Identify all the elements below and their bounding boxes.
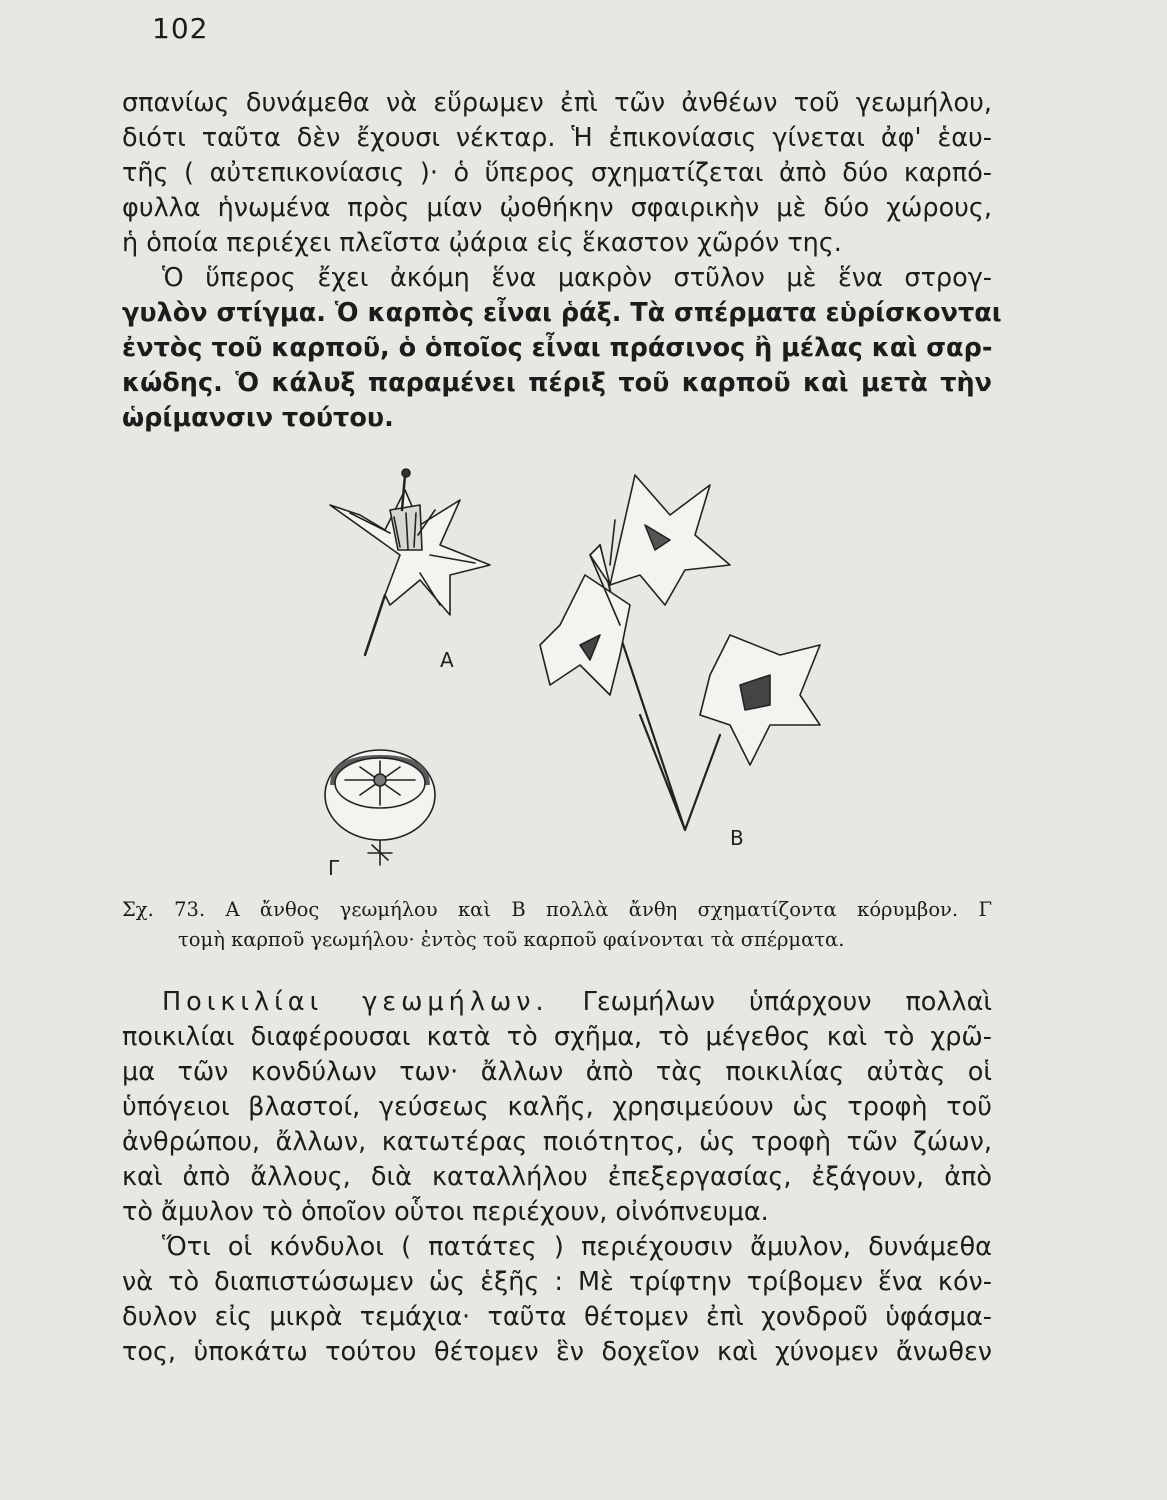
text-line: τος, ὑποκάτω τούτου θέτομεν ἓν δοχεῖον καὶ χύνομεν ἄνωθεν	[122, 1337, 992, 1367]
label-g: Γ	[328, 856, 340, 880]
flower-a-drawing	[330, 469, 490, 655]
text-line: κώδης. Ὁ κάλυξ παραμένει πέριξ τοῦ καρποῦ καὶ μετὰ τὴν	[122, 368, 992, 398]
text-line: ποικιλίαι διαφέρουσαι κατὰ τὸ σχῆμα, τὸ μέγεθος καὶ τὸ χρῶ-	[122, 1022, 992, 1052]
figure-caption	[122, 895, 992, 955]
text-line: Ὁ ὕπερος ἔχει ἀκόμη ἕνα μακρὸν στῦλον μὲ ἕνα στρογ-	[162, 263, 992, 293]
potato-flower-illustration	[290, 455, 850, 895]
text-line: σπανίως δυνάμεθα νὰ εὕρωμεν ἐπὶ τῶν ἀνθέων τοῦ γεωμήλου,	[122, 88, 992, 118]
text-line: γυλὸν στίγμα. Ὁ καρπὸς εἶναι ῥάξ. Τὰ σπέρματα εὑρίσκονται	[122, 298, 1002, 328]
text-line: τῆς ( αὐτεπικονίασις )· ὁ ὕπερος σχηματίζεται ἀπὸ δύο καρπό-	[122, 158, 992, 188]
intro-paragraph	[122, 86, 1002, 436]
text-line: διότι ταῦτα δὲν ἔχουσι νέκταρ. Ἡ ἐπικονίασις γίνεται ἀφ' ἑαυ-	[122, 123, 992, 153]
fruit-section-drawing	[325, 750, 435, 865]
text-line: μα τῶν κονδύλων των· ἄλλων ἀπὸ τὰς ποικιλίας αὐτὰς οἱ	[122, 1057, 992, 1087]
text-line: Ὅτι οἱ κόνδυλοι ( πατάτες ) περιέχουσιν ἄμυλον, δυνάμεθα	[162, 1232, 992, 1262]
text-line: ἀνθρώπου, ἄλλων, κατωτέρας ποιότητος, ὡς τροφὴ τῶν ζώων,	[122, 1127, 992, 1157]
text-line: ὑπόγειοι βλαστοί, γεύσεως καλῆς, χρησιμεύουν ὡς τροφὴ τοῦ	[122, 1092, 992, 1122]
text-line: φυλλα ἡνωμένα πρὸς μίαν ᾠοθήκην σφαιρικὴν μὲ δύο χώρους,	[122, 193, 992, 223]
text-line: ἡ ὁποία περιέχει πλεῖστα ᾠάρια εἰς ἕκαστον χῶρόν της.	[122, 228, 842, 258]
text-line	[122, 985, 992, 1020]
caption-line: τομὴ καρποῦ γεωμήλου· ἐντὸς τοῦ καρποῦ φαίνονται τὰ σπέρματα.	[178, 928, 845, 951]
caption-line: Σχ. 73. Α ἄνθος γεωμήλου καὶ Β πολλὰ ἄνθη σχηματίζοντα κόρυμβον. Γ	[122, 898, 992, 921]
text-line: ὡρίμανσιν τούτου.	[122, 403, 394, 433]
text-line: καὶ ἀπὸ ἄλλους, διὰ καταλλήλου ἐπεξεργασίας, ἐξάγουν, ἀπὸ	[122, 1162, 992, 1192]
varieties-paragraph	[122, 985, 992, 1370]
label-b: Β	[730, 826, 744, 850]
text-line: τὸ ἄμυλον τὸ ὁποῖον οὗτοι περιέχουν, οἰνόπνευμα.	[122, 1197, 769, 1227]
text-line: δυλον εἰς μικρὰ τεμάχια· ταῦτα θέτομεν ἐπὶ χονδροῦ ὑφάσμα-	[122, 1302, 992, 1332]
text-line: νὰ τὸ διαπιστώσωμεν ὡς ἑξῆς : Μὲ τρίφτην τρίβομεν ἕνα κόν-	[122, 1267, 992, 1297]
label-a: Α	[440, 648, 454, 672]
text-line: ἐντὸς τοῦ καρποῦ, ὁ ὁποῖος εἶναι πράσινος ἢ μέλας καὶ σαρ-	[122, 333, 993, 363]
page-number: 102	[152, 12, 209, 45]
section-heading: Ποικιλίαι γεωμήλων.	[162, 987, 549, 1017]
flower-cluster-b-drawing	[540, 475, 820, 830]
heading-rest: Γεωμήλων ὑπάρχουν πολλαὶ	[582, 987, 993, 1017]
